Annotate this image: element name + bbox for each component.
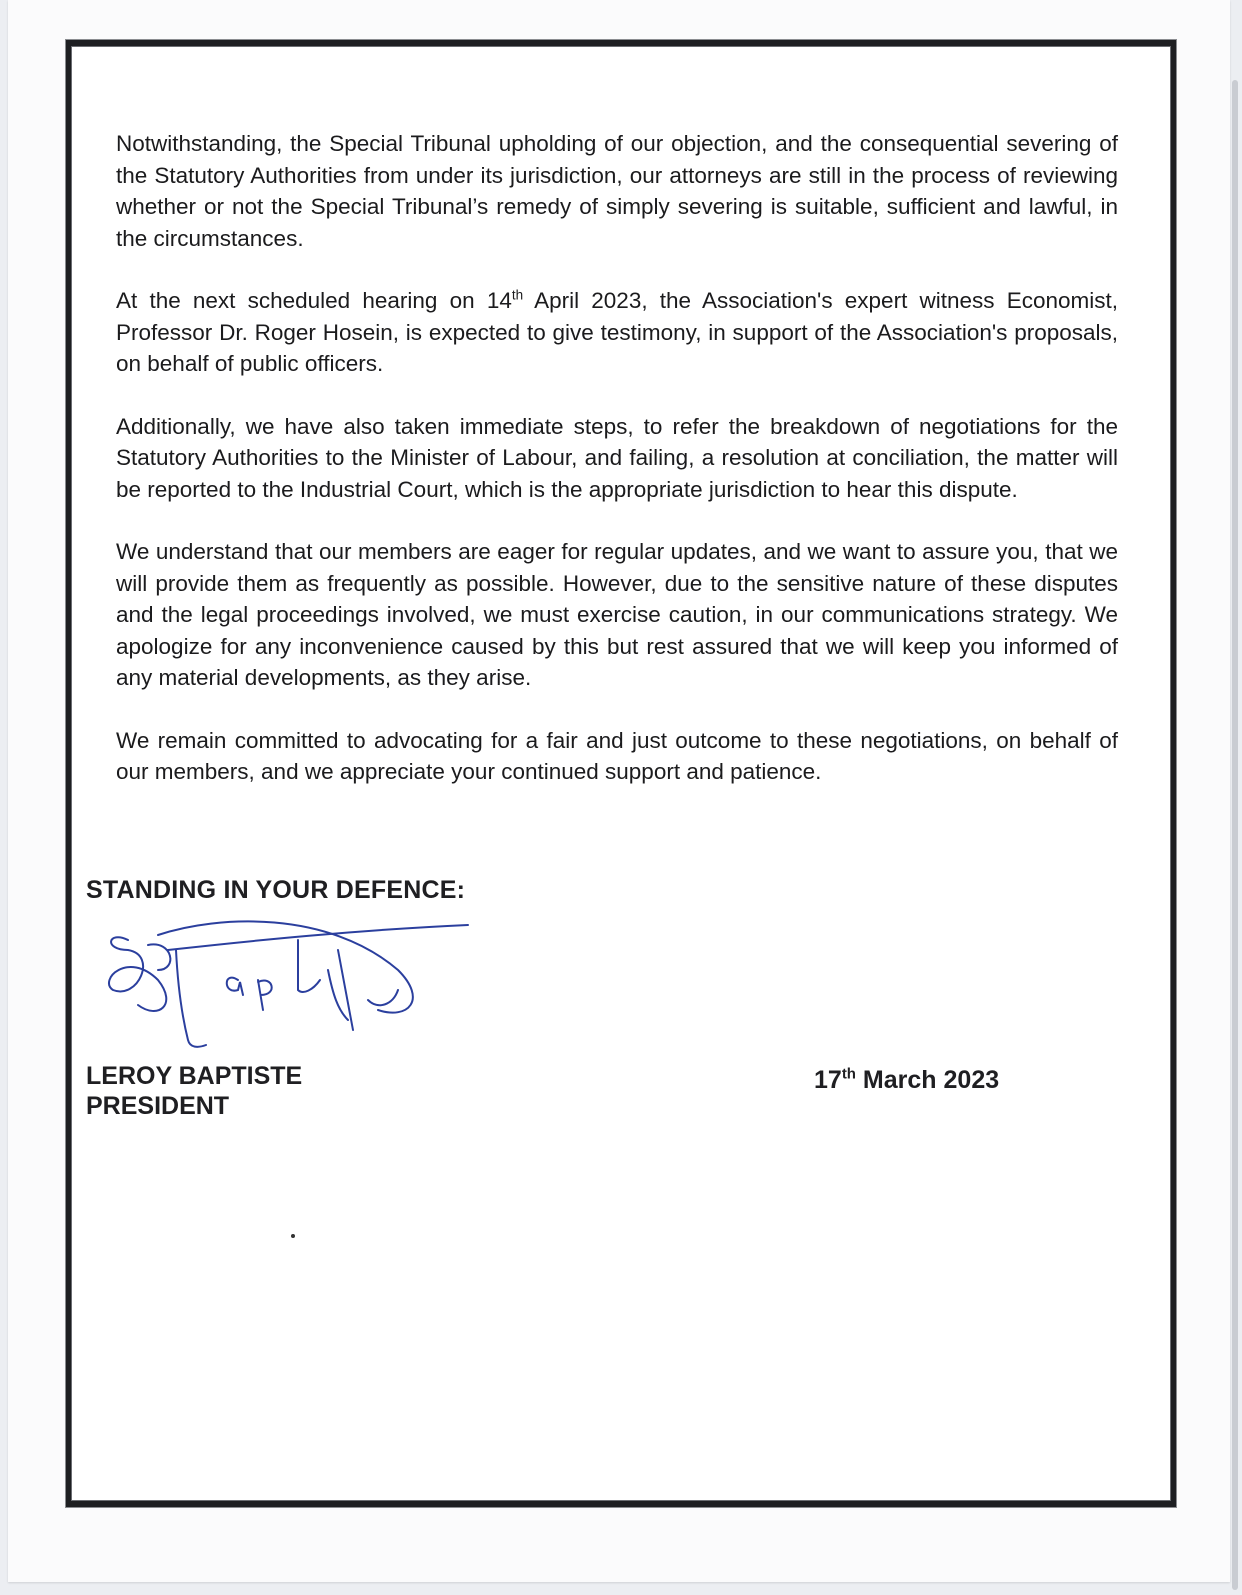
signature-icon — [98, 910, 478, 1060]
scrollbar[interactable] — [1232, 80, 1238, 1590]
letter-date: 17th March 2023 — [814, 1065, 1000, 1094]
paragraph-updates: We understand that our members are eager for regular updates, and we want to assure you, that we will provide them as frequently as possible. However, due to the sensitive nature of these disputes and the legal proceedings involved, we must exercise caution, in our communications strategy. We apologize for any inconvenience caused by this but rest assured that we will keep you informed of any material developments, as they arise. — [116, 539, 1118, 690]
document-page — [8, 0, 1230, 1582]
letter-body — [116, 128, 1118, 819]
signatory-block — [86, 1061, 302, 1121]
paragraph-next-hearing: At the next scheduled hearing on 14th April 2023, the Association's expert witness Economist, Professor Dr. Roger Hosein, is expected to give testimony, in support of the Association's proposals, on behalf of public officers. — [116, 287, 1119, 376]
paragraph-minister-referral: Additionally, we have also taken immediate steps, to refer the breakdown of negotiations for the Statutory Authorities to the Minister of Labour, and failing, a resolution at conciliation, the matter will be reported to the Industrial Court, which is the appropriate jurisdiction to hear this dispute. — [116, 413, 1118, 502]
paragraph-commitment: We remain committed to advocating for a fair and just outcome to these negotiations, on behalf of our members, and we appreciate your continued support and patience. — [116, 727, 1118, 784]
paragraph-tribunal-objection: Notwithstanding, the Special Tribunal upholding of our objection, and the consequential severing of the Statutory Authorities from under its jurisdiction, our attorneys are still in the process of reviewing whether or not the Special Tribunal’s remedy of simply severing is suitable, sufficient and lawful, in the circumstances. — [116, 131, 1118, 251]
closing-line: STANDING IN YOUR DEFENCE: — [86, 876, 466, 904]
signatory-title: PRESIDENT — [86, 1092, 230, 1120]
scan-speck — [291, 1234, 295, 1238]
signatory-name: LEROY BAPTISTE — [86, 1062, 303, 1090]
